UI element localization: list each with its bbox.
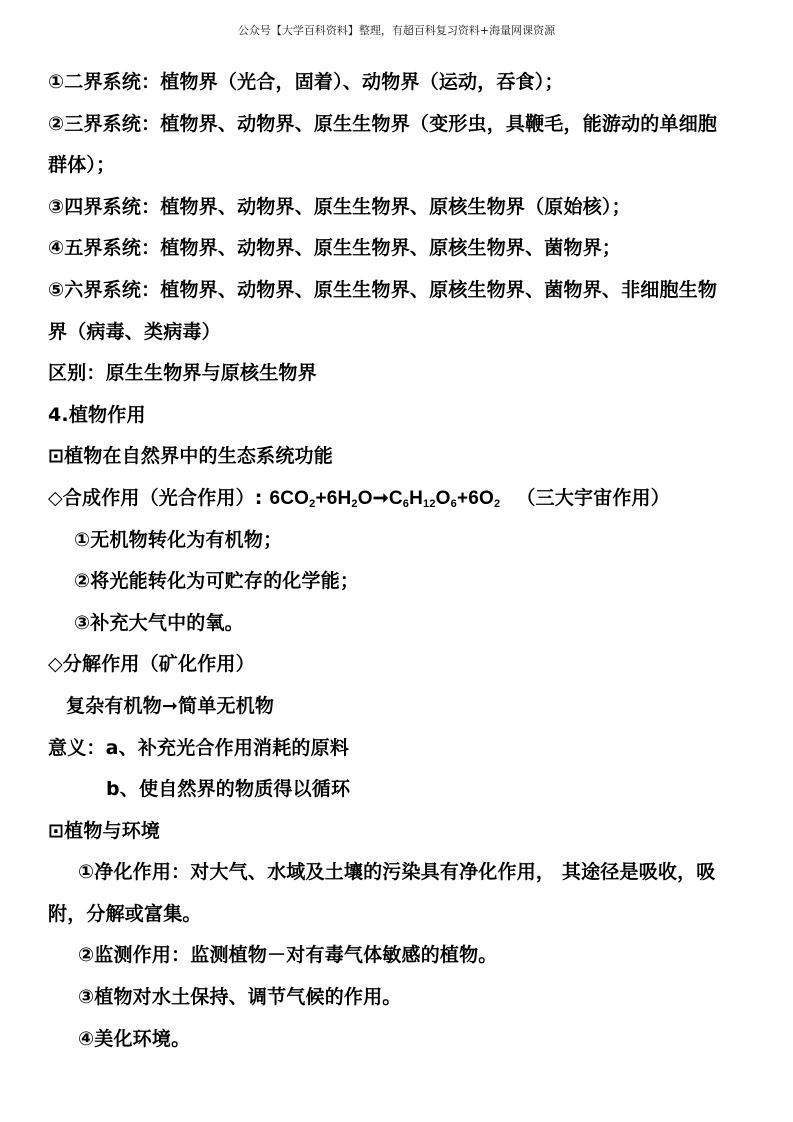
synthesis-label: ◇合成作用（光合作用）: <box>48 486 270 509</box>
text-line: 复杂有机物➞简单无机物 <box>66 694 275 717</box>
text-line: b、使自然界的物质得以循环 <box>106 778 351 801</box>
list-item: ①净化作用：对大气、水域及土壤的污染具有净化作用， 其途径是吸收，吸 <box>78 861 716 884</box>
text-line: ◇分解作用（矿化作用） <box>48 653 255 676</box>
text-line: 区别：原生生物界与原核生物界 <box>48 362 317 385</box>
text-line: ⑤六界系统：植物界、动物界、原生生物界、原核生物界、菌物界、非细胞生物 <box>48 278 718 301</box>
section-heading: 4.植物作用 <box>48 403 146 426</box>
photosynthesis-formula: $6CO_2+6H_2O➞C_6H_{12}O_6+6O_2$ <box>269 487 501 510</box>
text-line: ③四界系统：植物界、动物界、原生生物界、原核生物界（原始核）； <box>48 195 631 218</box>
text-line: 界（病毒、类病毒） <box>48 320 221 343</box>
page-header: 公众号【大学百科资料】整理，有超百科复习资料+海量网课资源 <box>237 24 556 37</box>
text-line: 意义：a、补充光合作用消耗的原料 <box>48 736 350 759</box>
list-item: ③植物对水土保持、调节气候的作用。 <box>78 986 402 1009</box>
text-line: 群体）； <box>48 154 116 177</box>
text-line: ④五界系统：植物界、动物界、原生生物界、原核生物界、菌物界； <box>48 237 622 260</box>
subsection-heading: ⊡植物与环境 <box>48 819 161 842</box>
synthesis-note: （三大宇宙作用） <box>516 486 670 509</box>
list-item: ①无机物转化为有机物； <box>74 528 283 551</box>
list-item: ②将光能转化为可贮存的化学能； <box>74 570 360 593</box>
arrow-icon: ➞ <box>372 487 389 509</box>
document-body <box>48 62 748 1060</box>
subsection-heading: ⊡植物在自然界中的生态系统功能 <box>48 445 333 468</box>
list-item: ③补充大气中的氧。 <box>74 611 244 634</box>
list-item: ④美化环境。 <box>78 1027 191 1050</box>
text-line: ①二界系统：植物界（光合，固着）、动物界（运动，吞食）； <box>48 71 564 93</box>
list-item: ②监测作用：监测植物－对有毒气体敏感的植物。 <box>78 944 498 967</box>
text-line: ②三界系统：植物界、动物界、原生生物界（变形虫，具鞭毛，能游动的单细胞 <box>48 112 718 135</box>
synthesis-line <box>48 478 748 520</box>
text-line: 附，分解或富集。 <box>48 902 202 925</box>
